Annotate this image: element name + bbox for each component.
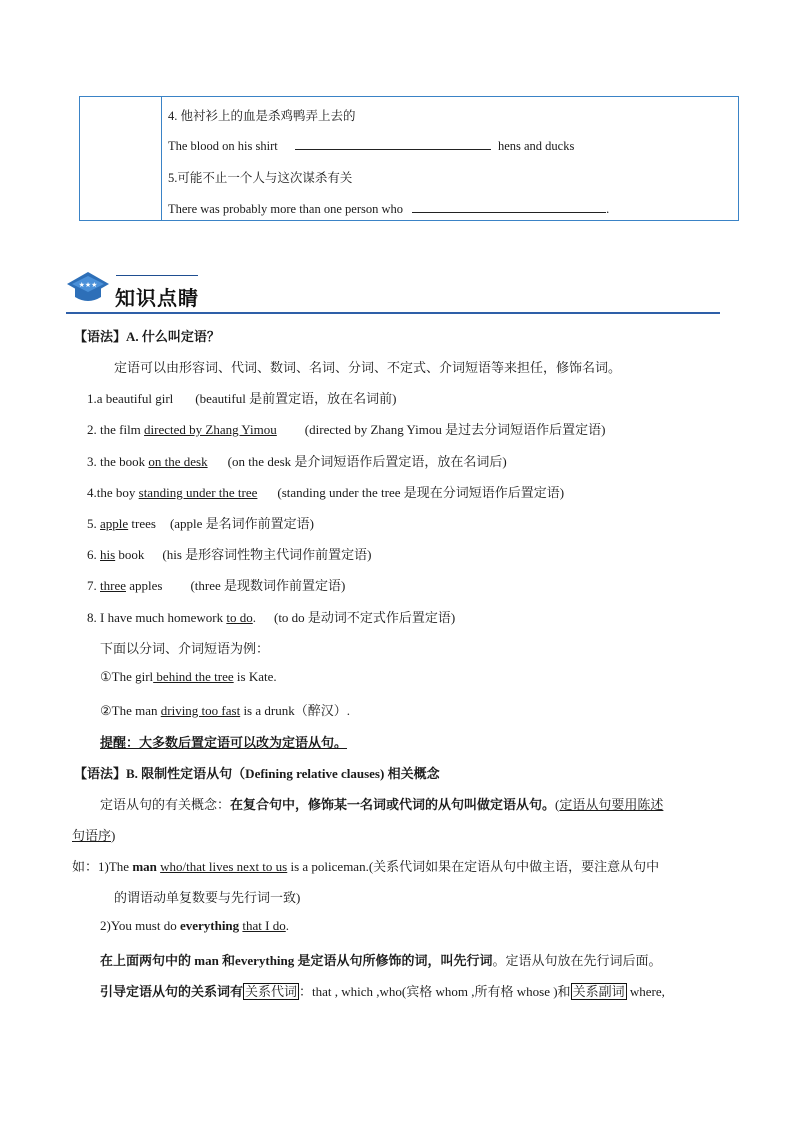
c2-underlined: driving too fast	[160, 703, 241, 718]
ex3-text: 3. the book	[87, 454, 149, 469]
table-row-3: 5.可能不止一个人与这次谋杀有关	[168, 171, 353, 185]
example-1	[87, 388, 396, 407]
table-row-1: 4. 他衬衫上的血是杀鸡鸭弄上去的	[168, 109, 356, 123]
boxed-term-relative-adverb: 关系副词	[572, 984, 625, 999]
ex5-underlined: apple	[100, 516, 129, 531]
c1-post: is Kate.	[233, 669, 277, 684]
example-5	[87, 513, 314, 532]
e2-post: .	[285, 918, 289, 933]
grammar-b-title: B. 限制性定语从句（Defining relative clauses) 相关概念	[126, 766, 440, 781]
example-6	[87, 544, 372, 563]
e2-text: 2)You must do	[100, 918, 180, 933]
ex2-underlined: directed by Zhang Yimou	[144, 422, 277, 437]
ex6-post: book	[115, 547, 145, 562]
row4-suffix: .	[606, 202, 610, 216]
grammar-a-intro: 定语可以由形容词、代词、数词、名词、分词、不定式、介词短语等来担任，修饰名词。	[114, 360, 622, 375]
s1-rest: 。定语从句放在先行词后面。	[492, 953, 662, 968]
grammar-a-title: A. 什么叫定语？	[126, 329, 220, 344]
e2-underlined: that I do	[242, 918, 286, 933]
ex3-note: (on the desk 是介词短语作后置定语，放在名词后)	[227, 454, 507, 469]
ex4-text: 4.the boy	[87, 485, 139, 500]
grammar-tag-b: 【语法】	[74, 766, 127, 781]
table-divider	[161, 97, 162, 220]
row2-prefix: The blood on his shirt	[168, 139, 278, 153]
ex8-text: 8. I have much homework	[87, 610, 227, 625]
heading-rule	[66, 312, 720, 314]
ex5-text: 5.	[87, 516, 100, 531]
row4-prefix: There was probably more than one person who	[168, 202, 403, 216]
s1-bold: 在上面两句中的 man 和everything 是定语从句所修饰的词，叫先行词	[100, 953, 493, 968]
ex8-note: (to do 是动词不定式作后置定语)	[273, 610, 456, 625]
example-2	[87, 419, 605, 438]
e1-text: 1)The	[98, 859, 133, 874]
ex6-note: (his 是形容词性物主代词作前置定语)	[162, 547, 372, 562]
summary-line-1	[100, 950, 662, 969]
summary-line-2	[100, 981, 665, 1000]
example-4	[87, 482, 564, 501]
ex8-underlined: to do	[226, 610, 253, 625]
s2-end: where,	[626, 984, 665, 999]
e1-post: is a policeman.(关系代词如果在定语从句中做主语，要注意从句中	[287, 859, 660, 874]
ex5-post: trees	[128, 516, 156, 531]
ex2-text: 2. the film	[87, 422, 145, 437]
grammar-tag: 【语法】	[74, 329, 127, 344]
ex1-text: 1.a beautiful girl	[87, 391, 174, 406]
example-7	[87, 575, 345, 594]
stars-badge-icon	[66, 270, 110, 306]
heading-top-rule	[116, 275, 198, 276]
def-paren-open: (	[555, 797, 560, 812]
answer-blank-4[interactable]	[295, 137, 491, 150]
example-b1	[72, 856, 659, 875]
ex8-post: .	[252, 610, 256, 625]
e1-underlined: who/that lives next to us	[160, 859, 288, 874]
exercise-table	[79, 96, 739, 221]
case-2	[100, 700, 350, 719]
def-paren-close: )	[111, 828, 116, 843]
ex5-note: (apple 是名词作前置定语)	[169, 516, 315, 531]
ex7-post: apples	[125, 578, 163, 593]
ex1-note: (beautiful 是前置定语，放在名词前)	[195, 391, 397, 406]
table-row-4	[168, 200, 609, 217]
example-b2	[100, 918, 289, 934]
example-8	[87, 607, 455, 626]
row2-suffix: hens and ducks	[497, 139, 575, 153]
def-label: 定语从句的有关概念：	[100, 797, 231, 812]
ex7-underlined: three	[100, 578, 126, 593]
ex2-note: (directed by Zhang Yimou 是过去分词短语作后置定语)	[304, 422, 606, 437]
tip-note: 提醒：大多数后置定语可以改为定语从句。	[100, 735, 348, 750]
def-bold: 在复合句中，修饰某一名词或代词的从句叫做定语从句。	[230, 797, 556, 812]
c1-underlined: behind the tree	[153, 669, 234, 684]
e2-bold: everything	[179, 918, 240, 933]
ex6-underlined: his	[100, 547, 116, 562]
c1-text: ①The girl	[100, 669, 154, 684]
sub-intro: 下面以分词、介词短语为例：	[100, 641, 270, 656]
ex6-text: 6.	[87, 547, 100, 562]
answer-blank-5[interactable]	[412, 200, 606, 213]
c2-post: is a drunk（醉汉）.	[240, 703, 350, 718]
grammar-b-heading	[74, 763, 440, 782]
def-underlined-1: 定语从句要用陈述	[559, 797, 664, 812]
grammar-a-heading	[74, 326, 220, 345]
ex7-note: (three 是现数词作前置定语)	[190, 578, 346, 593]
definition-line-1	[100, 794, 663, 813]
s2-mid: ：that , which ,who(宾格 whom ,所有格 whose )和	[299, 984, 571, 999]
case-1	[100, 669, 277, 685]
ex4-underlined: standing under the tree	[138, 485, 258, 500]
ex7-text: 7.	[87, 578, 100, 593]
s2-bold: 引导定语从句的关系词有	[100, 984, 244, 999]
c2-text: ②The man	[100, 703, 161, 718]
example-b1-cont: 的谓语动单复数要与先行词一致)	[114, 890, 301, 905]
svg-text:★★★: ★★★	[78, 281, 98, 289]
e1-bold: man	[132, 859, 157, 874]
def-underlined-2: 句语序	[72, 828, 112, 843]
ex4-note: (standing under the tree 是现在分词短语作后置定语)	[277, 485, 565, 500]
table-row-2	[168, 137, 574, 154]
ru-label: 如：	[72, 859, 99, 874]
section-title: 知识点睛	[115, 286, 199, 310]
boxed-term-relative-pronoun: 关系代词	[245, 984, 298, 999]
ex3-underlined: on the desk	[148, 454, 208, 469]
definition-line-2	[72, 825, 115, 844]
example-3	[87, 451, 507, 470]
